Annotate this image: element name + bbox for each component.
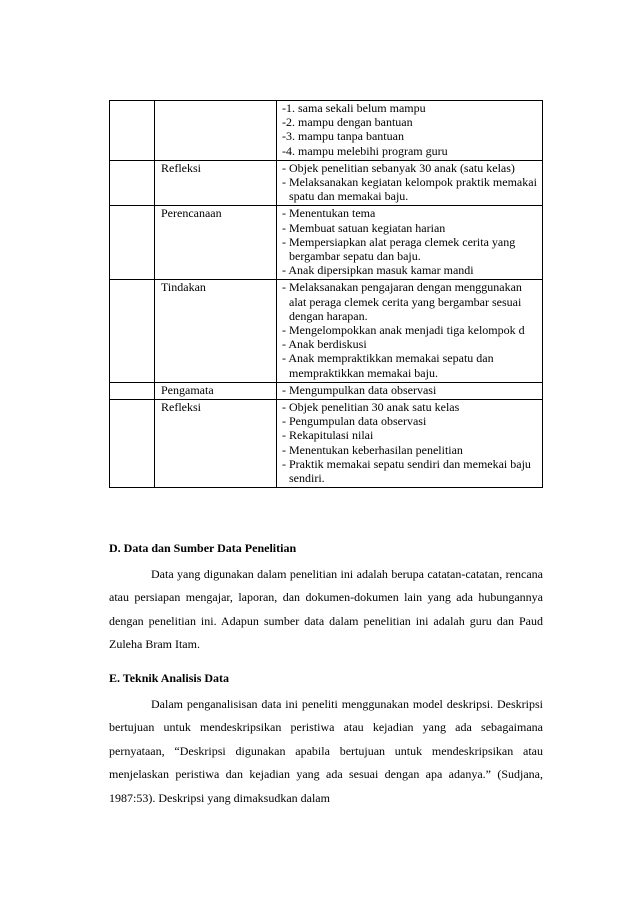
activity-item: - Mengelompokkan anak menjadi tiga kelompok d	[282, 323, 525, 338]
activity-item: -2. mampu dengan bantuan	[282, 115, 413, 130]
activity-list	[277, 280, 543, 382]
activity-item: - Menentukan keberhasilan penelitian	[282, 442, 463, 457]
research-procedure-table	[109, 100, 543, 488]
table-row	[110, 160, 543, 206]
activity-list	[277, 160, 543, 206]
activity-item: - Mempersiapkan alat peraga clemek cerita yang bergambar sepatu dan baju.	[282, 234, 516, 264]
table-row	[110, 400, 543, 488]
section-e-paragraph: Dalam penganalisisan data ini peneliti menggunakan model deskripsi. Deskripsi bertujuan untuk mendeskripsikan peristiwa atau kejadian yang ada sebagaimana pernyataan, “Deskripsi digunakan apabila bertujuan untuk mendeskripsikan atau menjelaskan peristiwa dan kejadian yang ada sesuai dengan apa adanya.” (Sudjana, 1987:53). Deskripsi yang dimaksudkan dalam	[109, 697, 543, 805]
activity-item: - Membuat satuan kegiatan harian	[282, 220, 446, 235]
activity-item: - Praktik memakai sepatu sendiri dan memekai baju sendiri.	[282, 456, 531, 486]
table-cell-empty	[110, 382, 155, 399]
activity-item: - Anak dipersipkan masuk kamar mandi	[282, 263, 474, 278]
table-cell-empty	[110, 280, 155, 382]
activity-item: - Menentukan tema	[282, 206, 376, 221]
activity-item: - Mengumpulkan data observasi	[282, 382, 437, 397]
activity-item: - Anak mempraktikkan memakai sepatu dan mempraktikkan memakai baju.	[282, 351, 494, 380]
section-d-paragraph: Data yang digunakan dalam penelitian ini adalah berupa catatan-catatan, rencana atau persiapan mengajar, laporan, dan dokumen-dokumen lain yang ada hubungannya dengan penelitian ini. Adapun sumber data dalam penelitian ini adalah guru dan Paud Zuleha Bram Itam.	[109, 567, 543, 652]
activity-item: - Objek penelitian sebanyak 30 anak (satu kelas)	[282, 160, 515, 175]
activity-item: -3. mampu tanpa bantuan	[282, 129, 404, 144]
table-row	[110, 101, 543, 161]
table-row	[110, 206, 543, 280]
table-cell-empty	[110, 400, 155, 488]
section-e-heading: E. Teknik Analisis Data	[109, 671, 230, 685]
section-d-heading: D. Data dan Sumber Data Penelitian	[109, 541, 297, 555]
stage-label	[155, 101, 277, 161]
activity-item: - Objek penelitian 30 anak satu kelas	[282, 400, 460, 415]
table-row	[110, 280, 543, 382]
table-row	[110, 382, 543, 399]
activity-item: -1. sama sekali belum mampu	[282, 101, 426, 115]
stage-label: Refleksi	[155, 160, 277, 206]
section-d	[109, 541, 543, 657]
stage-label: Perencanaan	[155, 206, 277, 280]
activity-list	[277, 101, 543, 161]
activity-item: -4. mampu melebihi program guru	[282, 143, 448, 158]
stage-label: Pengamata	[155, 382, 277, 399]
stage-label: Refleksi	[155, 400, 277, 488]
activity-item: - Pengumpulan data observasi	[282, 414, 427, 429]
section-e	[109, 671, 543, 810]
activity-item: - Anak berdiskusi	[282, 337, 367, 352]
table-cell-empty	[110, 160, 155, 206]
activity-list	[277, 400, 543, 488]
table-cell-empty	[110, 206, 155, 280]
activity-item: - Rekapitulasi nilai	[282, 428, 374, 443]
stage-label: Tindakan	[155, 280, 277, 382]
activity-item: - Melaksanakan pengajaran dengan menggunakan alat peraga clemek cerita yang bergambar sesuai dengan harapan.	[282, 280, 522, 323]
activity-list	[277, 206, 543, 280]
table-cell-empty	[110, 101, 155, 161]
activity-list	[277, 382, 543, 399]
activity-item: - Melaksanakan kegiatan kelompok praktik memakai spatu dan memakai baju.	[282, 175, 537, 204]
